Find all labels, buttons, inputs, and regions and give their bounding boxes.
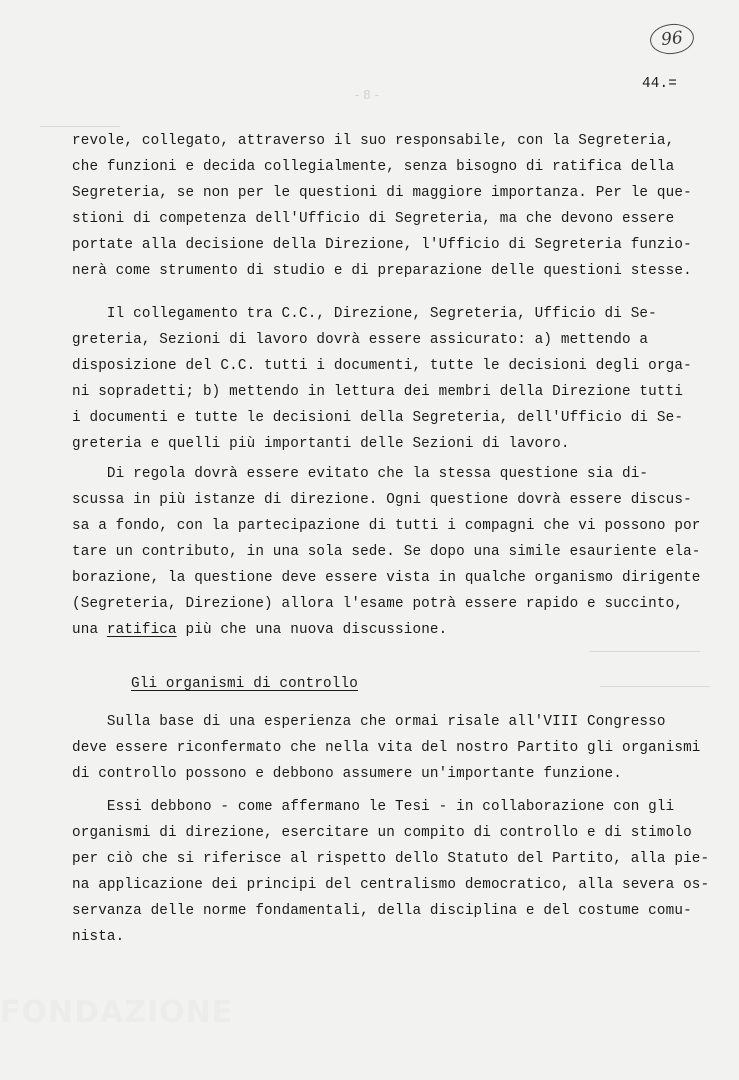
text-line: Il collegamento tra C.C., Direzione, Segreteria, Ufficio di Se- bbox=[72, 306, 657, 322]
text-line: portate alla decisione della Direzione, l'Ufficio di Segreteria funzio- bbox=[72, 237, 692, 253]
text-line: nista. bbox=[72, 929, 125, 945]
text-line: Di regola dovrà essere evitato che la stessa questione sia di- bbox=[72, 466, 649, 482]
text-line: ni sopradetti; b) mettendo in lettura dei membri della Direzione tutti bbox=[72, 384, 684, 400]
text-line: revole, collegato, attraverso il suo responsabile, con la Segreteria, bbox=[72, 133, 675, 149]
text-line: i documenti e tutte le decisioni della Segreteria, dell'Ufficio di Se- bbox=[72, 410, 684, 426]
text-fragment: una bbox=[72, 622, 107, 638]
archive-watermark: FONDAZIONE bbox=[0, 995, 234, 1030]
text-line: disposizione del C.C. tutti i documenti, tutte le decisioni degli orga- bbox=[72, 358, 692, 374]
text-fragment: più che una nuova discussione. bbox=[176, 622, 448, 638]
scan-artifact bbox=[600, 686, 710, 687]
text-line: di controllo possono e debbono assumere un'importante funzione. bbox=[72, 766, 622, 782]
text-line: Sulla base di una esperienza che ormai risale all'VIII Congresso bbox=[72, 714, 666, 730]
section-heading: Gli organismi di controllo bbox=[131, 676, 358, 692]
text-line: per ciò che si riferisce al rispetto dello Statuto del Partito, alla pie- bbox=[72, 851, 710, 867]
text-line: greteria, Sezioni di lavoro dovrà essere assicurato: a) mettendo a bbox=[72, 332, 649, 348]
text-line: tare un contributo, in una sola sede. Se dopo una simile esauriente ela- bbox=[72, 544, 701, 560]
text-line: Essi debbono - come affermano le Tesi - in collaborazione con gli bbox=[72, 799, 675, 815]
text-line: che funzioni e decida collegialmente, senza bisogno di ratifica della bbox=[72, 159, 675, 175]
text-line: greteria e quelli più importanti delle Sezioni di lavoro. bbox=[72, 436, 570, 452]
underlined-word: ratifica bbox=[106, 622, 177, 638]
text-line: (Segreteria, Direzione) allora l'esame potrà essere rapido e succinto, bbox=[72, 596, 684, 612]
text-line: organismi di direzione, esercitare un compito di controllo e di stimolo bbox=[72, 825, 692, 841]
text-line: deve essere riconfermato che nella vita del nostro Partito gli organismi bbox=[72, 740, 701, 756]
text-line: servanza delle norme fondamentali, della disciplina e del costume comu- bbox=[72, 903, 692, 919]
text-line: Segreteria, se non per le questioni di maggiore importanza. Per le que- bbox=[72, 185, 692, 201]
text-line bbox=[72, 622, 447, 638]
faint-page-mark: - 8 - bbox=[355, 88, 379, 102]
text-line: na applicazione dei principi del centralismo democratico, alla severa os- bbox=[72, 877, 710, 893]
text-line: scussa in più istanze di direzione. Ogni questione dovrà essere discus- bbox=[72, 492, 692, 508]
archive-number-stamp: 96 bbox=[649, 22, 696, 56]
scan-artifact bbox=[40, 126, 120, 127]
text-line: borazione, la questione deve essere vista in qualche organismo dirigente bbox=[72, 570, 701, 586]
scan-artifact bbox=[590, 651, 700, 652]
page-number: 44.= bbox=[642, 76, 677, 92]
text-line: sa a fondo, con la partecipazione di tutti i compagni che vi possono por bbox=[72, 518, 701, 534]
text-line: nerà come strumento di studio e di preparazione delle questioni stesse. bbox=[72, 263, 692, 279]
text-line: stioni di competenza dell'Ufficio di Segreteria, ma che devono essere bbox=[72, 211, 675, 227]
